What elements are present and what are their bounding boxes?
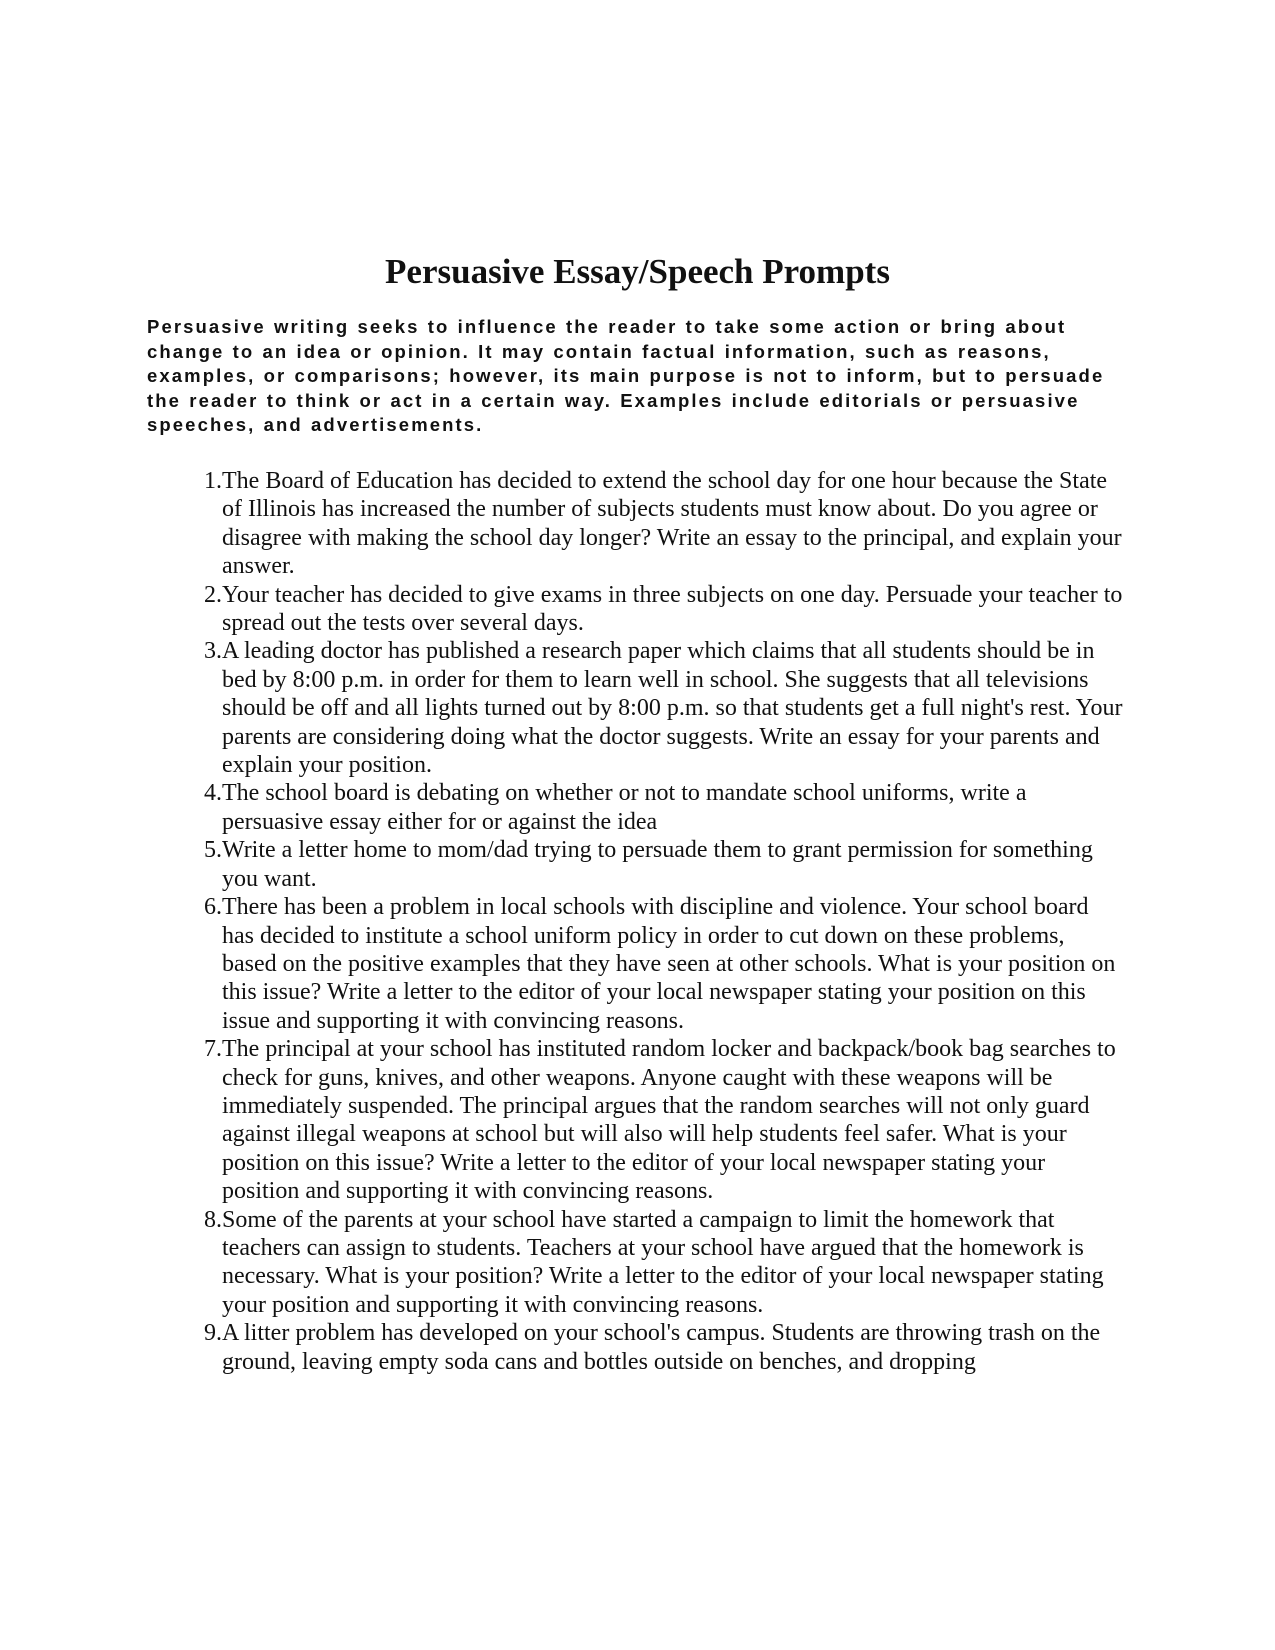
list-item — [150, 893, 1125, 1035]
list-item-text: The Board of Education has decided to extend the school day for one hour because the State of Illinois has increased the number of subjects students must know about. Do you agree or disagree with making the school day longer? Write an essay to the principal, and explain your answer. — [222, 468, 1122, 580]
list-item-text: Write a letter home to mom/dad trying to persuade them to grant permission for something you want. — [222, 837, 1093, 892]
list-item — [150, 1319, 1125, 1376]
list-item — [150, 467, 1125, 581]
list-item — [150, 637, 1125, 779]
list-item-text: The principal at your school has instituted random locker and backpack/book bag searches to check for guns, knives, and other weapons. Anyone caught with these weapons will be immediately suspended. The principal argues that the random searches will not only guard against illegal weapons at school but will also will help students feel safer. What is your position on this issue? Write a letter to the editor of your local newspaper stating your position and supporting it with convincing reasons. — [222, 1036, 1116, 1205]
list-item-number: 9. — [204, 1320, 222, 1347]
list-item-text: A litter problem has developed on your school's campus. Students are throwing trash on the ground, leaving empty soda cans and bottles outside on benches, and dropping — [222, 1320, 1101, 1375]
list-item — [150, 581, 1125, 638]
list-item — [150, 1035, 1125, 1205]
list-item-text: Some of the parents at your school have started a campaign to limit the homework that teachers can assign to students. Teachers at your school have argued that the homework is necessary. What is your position? Write a letter to the editor of your local newspaper stating your position and supporting it with convincing reasons. — [222, 1206, 1104, 1318]
document-title: Persuasive Essay/Speech Prompts — [385, 252, 890, 291]
list-item-number: 1. — [204, 468, 222, 494]
list-item — [150, 836, 1125, 893]
list-item-text: A leading doctor has published a research paper which claims that all students should be in bed by 8:00 p.m. in order for them to learn well in school. She suggests that all televisions should be off and all lights turned out by 8:00 p.m. so that students get a full night's rest. Your parents are considering doing what the doctor suggests. Write an essay for your parents and explain your position. — [222, 638, 1123, 779]
list-item-number: 8. — [204, 1206, 222, 1233]
list-item — [150, 1206, 1125, 1320]
list-item — [150, 779, 1125, 836]
list-item-text: There has been a problem in local schools with discipline and violence. Your school board has decided to institute a school uniform policy in order to cut down on these problems, based on the positive examples that they have seen at other schools. What is your position on this issue? Write a letter to the editor of your local newspaper stating your position on this issue and supporting it with convincing reasons. — [222, 894, 1116, 1034]
list-item-number: 7. — [204, 1036, 222, 1063]
list-item-number: 5. — [204, 837, 222, 864]
list-item-number: 2. — [204, 581, 222, 608]
list-item-text: Your teacher has decided to give exams in three subjects on one day. Persuade your teacher to spread out the tests over several days. — [222, 581, 1123, 637]
prompt-list — [150, 467, 1125, 1376]
list-item-text: The school board is debating on whether or not to mandate school uniforms, write a persuasive essay either for or against the idea — [222, 780, 1027, 835]
list-item-number: 4. — [204, 780, 222, 807]
intro-paragraph: Persuasive writing seeks to influence the reader to take some action or bring about change to an idea or opinion. It may contain factual information, such as reasons, examples, or comparisons; however, its main purpose is not to inform, but to persuade the reader to think or act in a certain way. Examples include editorials or persuasive speeches, and advertisements. — [147, 316, 1105, 435]
list-item-number: 3. — [204, 638, 222, 665]
list-item-number: 6. — [204, 894, 222, 921]
